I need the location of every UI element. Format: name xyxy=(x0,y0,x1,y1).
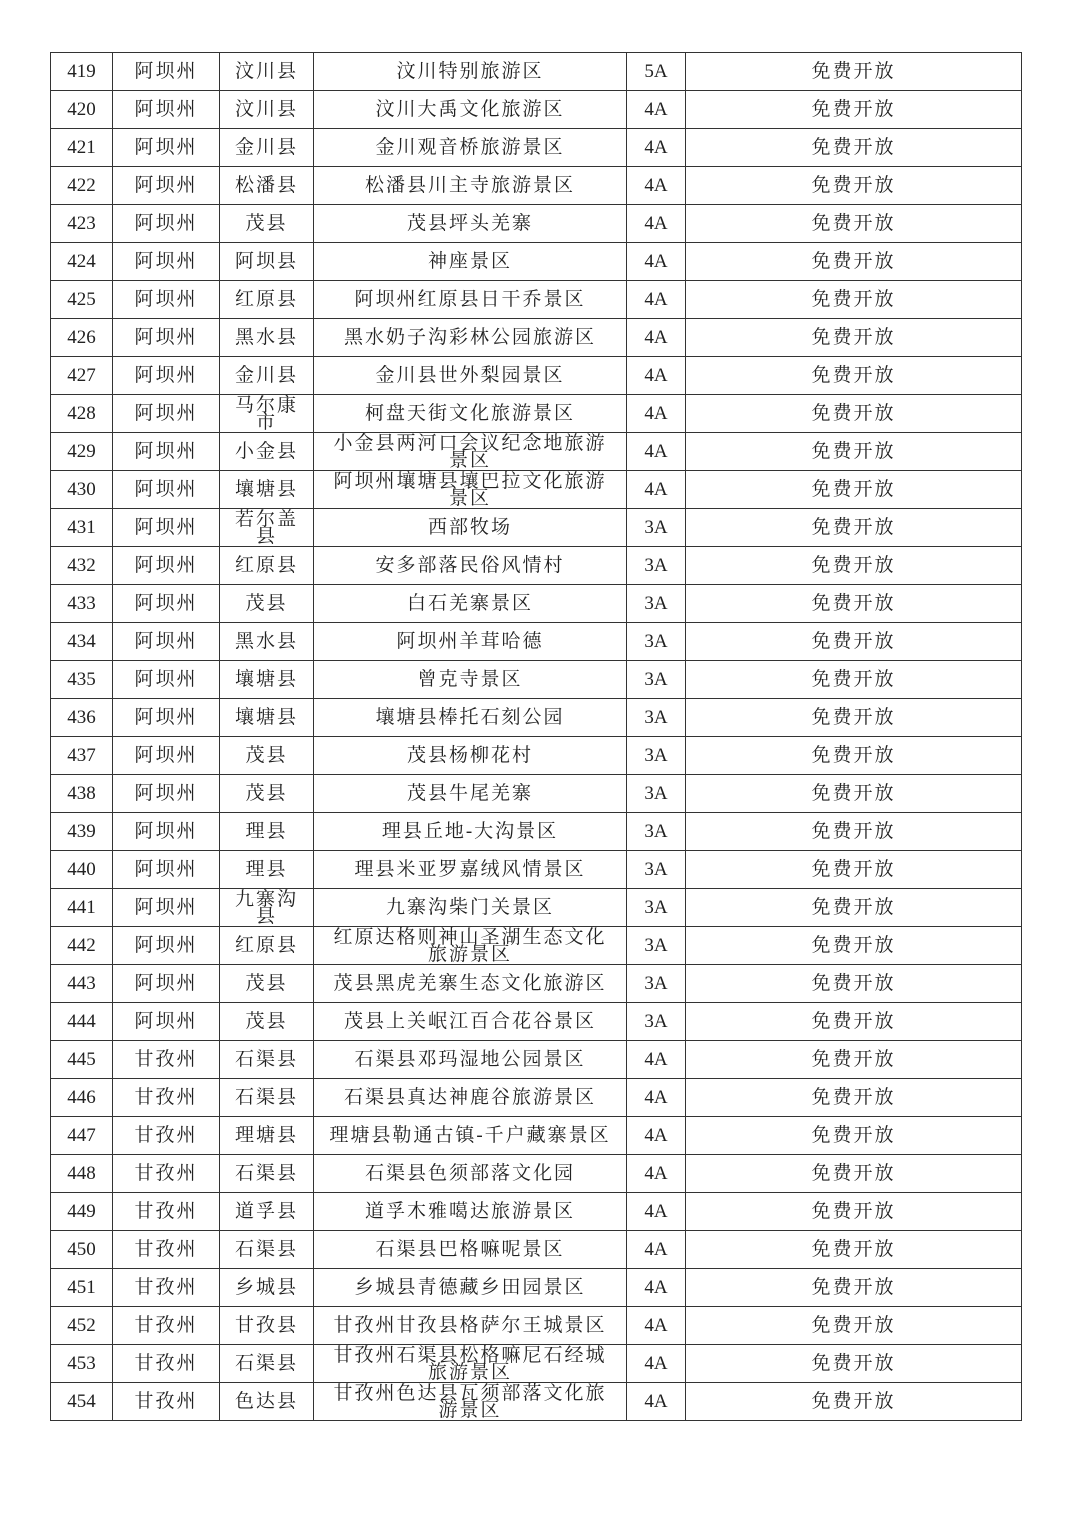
prefecture-cell: 阿坝州 xyxy=(113,965,220,1003)
county-cell: 若尔盖县 xyxy=(220,509,314,547)
rating-level-cell: 4A xyxy=(627,1079,686,1117)
admission-status-cell: 免费开放 xyxy=(686,1231,1022,1269)
rating-level-cell: 3A xyxy=(627,851,686,889)
scenic-area-name-cell: 甘孜州甘孜县格萨尔王城景区 xyxy=(314,1307,627,1345)
rating-level-cell: 3A xyxy=(627,699,686,737)
scenic-area-name-cell: 阿坝州红原县日干乔景区 xyxy=(314,281,627,319)
row-number-cell: 421 xyxy=(51,129,113,167)
row-number-cell: 452 xyxy=(51,1307,113,1345)
table-row xyxy=(51,167,1022,205)
scenic-area-name-cell: 石渠县邓玛湿地公园景区 xyxy=(314,1041,627,1079)
rating-level-cell: 4A xyxy=(627,281,686,319)
rating-level-cell: 3A xyxy=(627,509,686,547)
admission-status-cell: 免费开放 xyxy=(686,547,1022,585)
prefecture-cell: 阿坝州 xyxy=(113,585,220,623)
prefecture-cell: 甘孜州 xyxy=(113,1307,220,1345)
row-number-cell: 440 xyxy=(51,851,113,889)
county-cell: 红原县 xyxy=(220,547,314,585)
rating-level-cell: 4A xyxy=(627,205,686,243)
rating-level-cell: 3A xyxy=(627,547,686,585)
row-number-cell: 423 xyxy=(51,205,113,243)
scenic-area-name-cell: 汶川大禹文化旅游区 xyxy=(314,91,627,129)
county-cell: 理县 xyxy=(220,851,314,889)
county-cell: 色达县 xyxy=(220,1383,314,1421)
scenic-area-name-cell: 安多部落民俗风情村 xyxy=(314,547,627,585)
rating-level-cell: 4A xyxy=(627,1307,686,1345)
row-number-cell: 425 xyxy=(51,281,113,319)
row-number-cell: 450 xyxy=(51,1231,113,1269)
rating-level-cell: 4A xyxy=(627,471,686,509)
rating-level-cell: 3A xyxy=(627,889,686,927)
row-number-cell: 454 xyxy=(51,1383,113,1421)
prefecture-cell: 阿坝州 xyxy=(113,471,220,509)
row-number-cell: 427 xyxy=(51,357,113,395)
county-cell: 阿坝县 xyxy=(220,243,314,281)
admission-status-cell: 免费开放 xyxy=(686,699,1022,737)
row-number-cell: 448 xyxy=(51,1155,113,1193)
county-cell: 黑水县 xyxy=(220,319,314,357)
prefecture-cell: 甘孜州 xyxy=(113,1345,220,1383)
table-row xyxy=(51,585,1022,623)
rating-level-cell: 5A xyxy=(627,53,686,91)
admission-status-cell: 免费开放 xyxy=(686,1155,1022,1193)
county-cell: 茂县 xyxy=(220,585,314,623)
county-cell: 石渠县 xyxy=(220,1345,314,1383)
row-number-cell: 444 xyxy=(51,1003,113,1041)
county-cell: 茂县 xyxy=(220,1003,314,1041)
admission-status-cell: 免费开放 xyxy=(686,889,1022,927)
scenic-area-name-cell: 理塘县勒通古镇-千户藏寨景区 xyxy=(314,1117,627,1155)
admission-status-cell: 免费开放 xyxy=(686,585,1022,623)
row-number-cell: 441 xyxy=(51,889,113,927)
admission-status-cell: 免费开放 xyxy=(686,167,1022,205)
rating-level-cell: 3A xyxy=(627,965,686,1003)
county-cell: 茂县 xyxy=(220,737,314,775)
admission-status-cell: 免费开放 xyxy=(686,129,1022,167)
admission-status-cell: 免费开放 xyxy=(686,1117,1022,1155)
county-cell: 汶川县 xyxy=(220,53,314,91)
prefecture-cell: 甘孜州 xyxy=(113,1383,220,1421)
table-row xyxy=(51,281,1022,319)
prefecture-cell: 阿坝州 xyxy=(113,205,220,243)
prefecture-cell: 阿坝州 xyxy=(113,509,220,547)
admission-status-cell: 免费开放 xyxy=(686,395,1022,433)
row-number-cell: 419 xyxy=(51,53,113,91)
scenic-area-name-cell: 乡城县青德藏乡田园景区 xyxy=(314,1269,627,1307)
row-number-cell: 426 xyxy=(51,319,113,357)
row-number-cell: 428 xyxy=(51,395,113,433)
rating-level-cell: 4A xyxy=(627,1231,686,1269)
rating-level-cell: 4A xyxy=(627,433,686,471)
county-cell: 汶川县 xyxy=(220,91,314,129)
scenic-area-name-cell: 金川县世外梨园景区 xyxy=(314,357,627,395)
prefecture-cell: 阿坝州 xyxy=(113,357,220,395)
prefecture-cell: 甘孜州 xyxy=(113,1231,220,1269)
table-row xyxy=(51,965,1022,1003)
admission-status-cell: 免费开放 xyxy=(686,965,1022,1003)
county-cell: 道孚县 xyxy=(220,1193,314,1231)
table-row xyxy=(51,851,1022,889)
table-row xyxy=(51,1079,1022,1117)
county-cell: 乡城县 xyxy=(220,1269,314,1307)
table-row xyxy=(51,737,1022,775)
table-row xyxy=(51,91,1022,129)
rating-level-cell: 4A xyxy=(627,1345,686,1383)
prefecture-cell: 阿坝州 xyxy=(113,167,220,205)
table-body xyxy=(51,53,1022,1421)
admission-status-cell: 免费开放 xyxy=(686,433,1022,471)
prefecture-cell: 阿坝州 xyxy=(113,1003,220,1041)
rating-level-cell: 4A xyxy=(627,1117,686,1155)
scenic-area-name-cell: 茂县坪头羌寨 xyxy=(314,205,627,243)
rating-level-cell: 4A xyxy=(627,129,686,167)
admission-status-cell: 免费开放 xyxy=(686,851,1022,889)
table-row xyxy=(51,433,1022,471)
table-row xyxy=(51,813,1022,851)
prefecture-cell: 甘孜州 xyxy=(113,1041,220,1079)
scenic-area-name-cell: 茂县黑虎羌寨生态文化旅游区 xyxy=(314,965,627,1003)
county-cell: 金川县 xyxy=(220,357,314,395)
prefecture-cell: 甘孜州 xyxy=(113,1155,220,1193)
prefecture-cell: 阿坝州 xyxy=(113,661,220,699)
row-number-cell: 434 xyxy=(51,623,113,661)
admission-status-cell: 免费开放 xyxy=(686,661,1022,699)
row-number-cell: 442 xyxy=(51,927,113,965)
admission-status-cell: 免费开放 xyxy=(686,623,1022,661)
admission-status-cell: 免费开放 xyxy=(686,775,1022,813)
county-cell: 壤塘县 xyxy=(220,471,314,509)
table-row xyxy=(51,1231,1022,1269)
admission-status-cell: 免费开放 xyxy=(686,813,1022,851)
admission-status-cell: 免费开放 xyxy=(686,1383,1022,1421)
scenic-area-name-cell: 石渠县巴格嘛呢景区 xyxy=(314,1231,627,1269)
prefecture-cell: 阿坝州 xyxy=(113,91,220,129)
county-cell: 松潘县 xyxy=(220,167,314,205)
scenic-area-name-cell: 理县米亚罗嘉绒风情景区 xyxy=(314,851,627,889)
scenic-area-table xyxy=(50,52,1022,1421)
rating-level-cell: 3A xyxy=(627,775,686,813)
admission-status-cell: 免费开放 xyxy=(686,53,1022,91)
admission-status-cell: 免费开放 xyxy=(686,243,1022,281)
prefecture-cell: 阿坝州 xyxy=(113,623,220,661)
prefecture-cell: 阿坝州 xyxy=(113,243,220,281)
table-row xyxy=(51,1345,1022,1383)
scenic-area-name-cell: 石渠县色须部落文化园 xyxy=(314,1155,627,1193)
table-row xyxy=(51,205,1022,243)
admission-status-cell: 免费开放 xyxy=(686,1345,1022,1383)
scenic-area-name-cell: 柯盘天街文化旅游景区 xyxy=(314,395,627,433)
scenic-area-name-cell: 松潘县川主寺旅游景区 xyxy=(314,167,627,205)
rating-level-cell: 4A xyxy=(627,91,686,129)
prefecture-cell: 阿坝州 xyxy=(113,889,220,927)
county-cell: 甘孜县 xyxy=(220,1307,314,1345)
admission-status-cell: 免费开放 xyxy=(686,1041,1022,1079)
scenic-area-name-cell: 茂县杨柳花村 xyxy=(314,737,627,775)
admission-status-cell: 免费开放 xyxy=(686,471,1022,509)
row-number-cell: 447 xyxy=(51,1117,113,1155)
scenic-area-name-cell: 九寨沟柴门关景区 xyxy=(314,889,627,927)
rating-level-cell: 3A xyxy=(627,1003,686,1041)
county-cell: 黑水县 xyxy=(220,623,314,661)
prefecture-cell: 阿坝州 xyxy=(113,699,220,737)
table-row xyxy=(51,927,1022,965)
scenic-area-name-cell: 阿坝州羊茸哈德 xyxy=(314,623,627,661)
admission-status-cell: 免费开放 xyxy=(686,509,1022,547)
prefecture-cell: 甘孜州 xyxy=(113,1193,220,1231)
rating-level-cell: 4A xyxy=(627,357,686,395)
rating-level-cell: 4A xyxy=(627,319,686,357)
scenic-area-name-cell: 道孚木雅噶达旅游景区 xyxy=(314,1193,627,1231)
county-cell: 石渠县 xyxy=(220,1155,314,1193)
rating-level-cell: 4A xyxy=(627,243,686,281)
table-row xyxy=(51,623,1022,661)
scenic-area-name-cell: 神座景区 xyxy=(314,243,627,281)
rating-level-cell: 4A xyxy=(627,1155,686,1193)
prefecture-cell: 阿坝州 xyxy=(113,281,220,319)
row-number-cell: 433 xyxy=(51,585,113,623)
row-number-cell: 430 xyxy=(51,471,113,509)
table-row xyxy=(51,357,1022,395)
table-row xyxy=(51,889,1022,927)
rating-level-cell: 3A xyxy=(627,813,686,851)
row-number-cell: 437 xyxy=(51,737,113,775)
row-number-cell: 420 xyxy=(51,91,113,129)
county-cell: 红原县 xyxy=(220,281,314,319)
prefecture-cell: 甘孜州 xyxy=(113,1117,220,1155)
scenic-area-name-cell: 汶川特别旅游区 xyxy=(314,53,627,91)
table-row xyxy=(51,1383,1022,1421)
table-row xyxy=(51,775,1022,813)
prefecture-cell: 甘孜州 xyxy=(113,1269,220,1307)
table-row xyxy=(51,129,1022,167)
county-cell: 马尔康市 xyxy=(220,395,314,433)
table-row xyxy=(51,661,1022,699)
rating-level-cell: 3A xyxy=(627,585,686,623)
prefecture-cell: 阿坝州 xyxy=(113,53,220,91)
prefecture-cell: 阿坝州 xyxy=(113,737,220,775)
row-number-cell: 453 xyxy=(51,1345,113,1383)
table-row xyxy=(51,547,1022,585)
scenic-area-name-cell: 茂县牛尾羌寨 xyxy=(314,775,627,813)
county-cell: 茂县 xyxy=(220,775,314,813)
scenic-area-name-cell: 白石羌寨景区 xyxy=(314,585,627,623)
row-number-cell: 424 xyxy=(51,243,113,281)
rating-level-cell: 4A xyxy=(627,1383,686,1421)
table-row xyxy=(51,1193,1022,1231)
admission-status-cell: 免费开放 xyxy=(686,281,1022,319)
scenic-area-name-cell: 壤塘县棒托石刻公园 xyxy=(314,699,627,737)
table-row xyxy=(51,319,1022,357)
county-cell: 壤塘县 xyxy=(220,661,314,699)
prefecture-cell: 阿坝州 xyxy=(113,129,220,167)
row-number-cell: 451 xyxy=(51,1269,113,1307)
row-number-cell: 431 xyxy=(51,509,113,547)
table-row xyxy=(51,395,1022,433)
admission-status-cell: 免费开放 xyxy=(686,927,1022,965)
prefecture-cell: 阿坝州 xyxy=(113,851,220,889)
admission-status-cell: 免费开放 xyxy=(686,1003,1022,1041)
rating-level-cell: 4A xyxy=(627,1269,686,1307)
prefecture-cell: 阿坝州 xyxy=(113,813,220,851)
table-row xyxy=(51,53,1022,91)
rating-level-cell: 4A xyxy=(627,395,686,433)
scenic-area-name-cell: 黑水奶子沟彩林公园旅游区 xyxy=(314,319,627,357)
table-row xyxy=(51,243,1022,281)
row-number-cell: 449 xyxy=(51,1193,113,1231)
rating-level-cell: 3A xyxy=(627,661,686,699)
prefecture-cell: 阿坝州 xyxy=(113,395,220,433)
county-cell: 茂县 xyxy=(220,965,314,1003)
rating-level-cell: 3A xyxy=(627,623,686,661)
county-cell: 理县 xyxy=(220,813,314,851)
table-row xyxy=(51,471,1022,509)
admission-status-cell: 免费开放 xyxy=(686,319,1022,357)
table-row xyxy=(51,1117,1022,1155)
prefecture-cell: 阿坝州 xyxy=(113,433,220,471)
county-cell: 石渠县 xyxy=(220,1079,314,1117)
county-cell: 九寨沟县 xyxy=(220,889,314,927)
table-row xyxy=(51,699,1022,737)
prefecture-cell: 阿坝州 xyxy=(113,547,220,585)
row-number-cell: 443 xyxy=(51,965,113,1003)
prefecture-cell: 甘孜州 xyxy=(113,1079,220,1117)
scenic-area-name-cell: 甘孜州石渠县松格嘛尼石经城旅游景区 xyxy=(314,1345,627,1383)
admission-status-cell: 免费开放 xyxy=(686,1269,1022,1307)
scenic-area-name-cell: 金川观音桥旅游景区 xyxy=(314,129,627,167)
county-cell: 茂县 xyxy=(220,205,314,243)
rating-level-cell: 4A xyxy=(627,167,686,205)
prefecture-cell: 阿坝州 xyxy=(113,319,220,357)
row-number-cell: 445 xyxy=(51,1041,113,1079)
row-number-cell: 422 xyxy=(51,167,113,205)
county-cell: 壤塘县 xyxy=(220,699,314,737)
scenic-area-name-cell: 理县丘地-大沟景区 xyxy=(314,813,627,851)
admission-status-cell: 免费开放 xyxy=(686,737,1022,775)
scenic-area-name-cell: 甘孜州色达县瓦须部落文化旅游景区 xyxy=(314,1383,627,1421)
scenic-area-name-cell: 茂县上关岷江百合花谷景区 xyxy=(314,1003,627,1041)
table-row xyxy=(51,1269,1022,1307)
admission-status-cell: 免费开放 xyxy=(686,205,1022,243)
rating-level-cell: 4A xyxy=(627,1193,686,1231)
scenic-area-name-cell: 阿坝州壤塘县壤巴拉文化旅游景区 xyxy=(314,471,627,509)
scenic-area-name-cell: 西部牧场 xyxy=(314,509,627,547)
admission-status-cell: 免费开放 xyxy=(686,91,1022,129)
table-row xyxy=(51,1307,1022,1345)
county-cell: 红原县 xyxy=(220,927,314,965)
row-number-cell: 439 xyxy=(51,813,113,851)
admission-status-cell: 免费开放 xyxy=(686,1193,1022,1231)
county-cell: 石渠县 xyxy=(220,1231,314,1269)
prefecture-cell: 阿坝州 xyxy=(113,775,220,813)
row-number-cell: 429 xyxy=(51,433,113,471)
row-number-cell: 432 xyxy=(51,547,113,585)
county-cell: 理塘县 xyxy=(220,1117,314,1155)
admission-status-cell: 免费开放 xyxy=(686,357,1022,395)
rating-level-cell: 4A xyxy=(627,1041,686,1079)
row-number-cell: 438 xyxy=(51,775,113,813)
rating-level-cell: 3A xyxy=(627,927,686,965)
admission-status-cell: 免费开放 xyxy=(686,1079,1022,1117)
table-row xyxy=(51,1003,1022,1041)
scenic-area-name-cell: 石渠县真达神鹿谷旅游景区 xyxy=(314,1079,627,1117)
table-row xyxy=(51,509,1022,547)
row-number-cell: 435 xyxy=(51,661,113,699)
county-cell: 金川县 xyxy=(220,129,314,167)
county-cell: 石渠县 xyxy=(220,1041,314,1079)
admission-status-cell: 免费开放 xyxy=(686,1307,1022,1345)
table-row xyxy=(51,1155,1022,1193)
rating-level-cell: 3A xyxy=(627,737,686,775)
row-number-cell: 436 xyxy=(51,699,113,737)
prefecture-cell: 阿坝州 xyxy=(113,927,220,965)
county-cell: 小金县 xyxy=(220,433,314,471)
table-row xyxy=(51,1041,1022,1079)
scenic-area-name-cell: 红原达格则神山圣湖生态文化旅游景区 xyxy=(314,927,627,965)
row-number-cell: 446 xyxy=(51,1079,113,1117)
scenic-area-name-cell: 曾克寺景区 xyxy=(314,661,627,699)
scenic-area-name-cell: 小金县两河口会议纪念地旅游景区 xyxy=(314,433,627,471)
